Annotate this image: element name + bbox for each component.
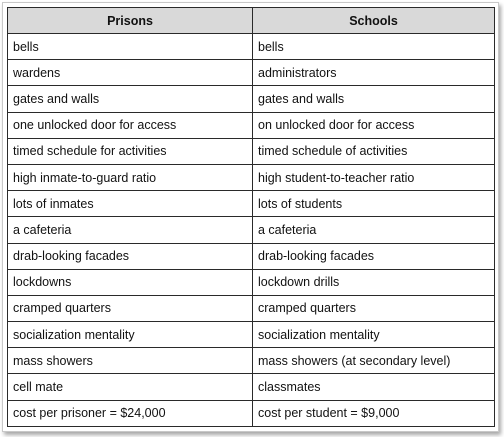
schools-cell: on unlocked door for access [253, 112, 495, 138]
schools-cell: classmates [253, 374, 495, 400]
prisons-cell: gates and walls [8, 86, 253, 112]
table-header-row [8, 8, 495, 34]
table-row [8, 217, 495, 243]
table-row [8, 348, 495, 374]
column-header-schools: Schools [253, 8, 495, 34]
table-row [8, 295, 495, 321]
schools-cell: high student-to-teacher ratio [253, 164, 495, 190]
table-row [8, 60, 495, 86]
schools-cell: timed schedule of activities [253, 138, 495, 164]
schools-cell: socialization mentality [253, 322, 495, 348]
prisons-cell: wardens [8, 60, 253, 86]
prisons-cell: cell mate [8, 374, 253, 400]
schools-cell: a cafeteria [253, 217, 495, 243]
schools-cell: gates and walls [253, 86, 495, 112]
table-row [8, 86, 495, 112]
table-row [8, 191, 495, 217]
table-row [8, 243, 495, 269]
schools-cell: bells [253, 34, 495, 60]
prisons-cell: mass showers [8, 348, 253, 374]
schools-cell: cramped quarters [253, 295, 495, 321]
schools-cell: mass showers (at secondary level) [253, 348, 495, 374]
prisons-cell: bells [8, 34, 253, 60]
comparison-table [7, 7, 495, 427]
prisons-cell: a cafeteria [8, 217, 253, 243]
prisons-cell: one unlocked door for access [8, 112, 253, 138]
schools-cell: drab-looking facades [253, 243, 495, 269]
table-row [8, 112, 495, 138]
table-row [8, 374, 495, 400]
document-frame [2, 2, 499, 432]
prisons-cell: socialization mentality [8, 322, 253, 348]
table-row [8, 164, 495, 190]
prisons-cell: cramped quarters [8, 295, 253, 321]
table-row [8, 34, 495, 60]
schools-cell: lots of students [253, 191, 495, 217]
schools-cell: administrators [253, 60, 495, 86]
schools-cell: lockdown drills [253, 269, 495, 295]
column-header-prisons: Prisons [8, 8, 253, 34]
schools-cell: cost per student = $9,000 [253, 400, 495, 426]
prisons-cell: cost per prisoner = $24,000 [8, 400, 253, 426]
table-row [8, 138, 495, 164]
prisons-cell: lockdowns [8, 269, 253, 295]
prisons-cell: drab-looking facades [8, 243, 253, 269]
table-row [8, 269, 495, 295]
prisons-cell: lots of inmates [8, 191, 253, 217]
prisons-cell: high inmate-to-guard ratio [8, 164, 253, 190]
table-row [8, 322, 495, 348]
table-body [8, 34, 495, 427]
table-row [8, 400, 495, 426]
prisons-cell: timed schedule for activities [8, 138, 253, 164]
